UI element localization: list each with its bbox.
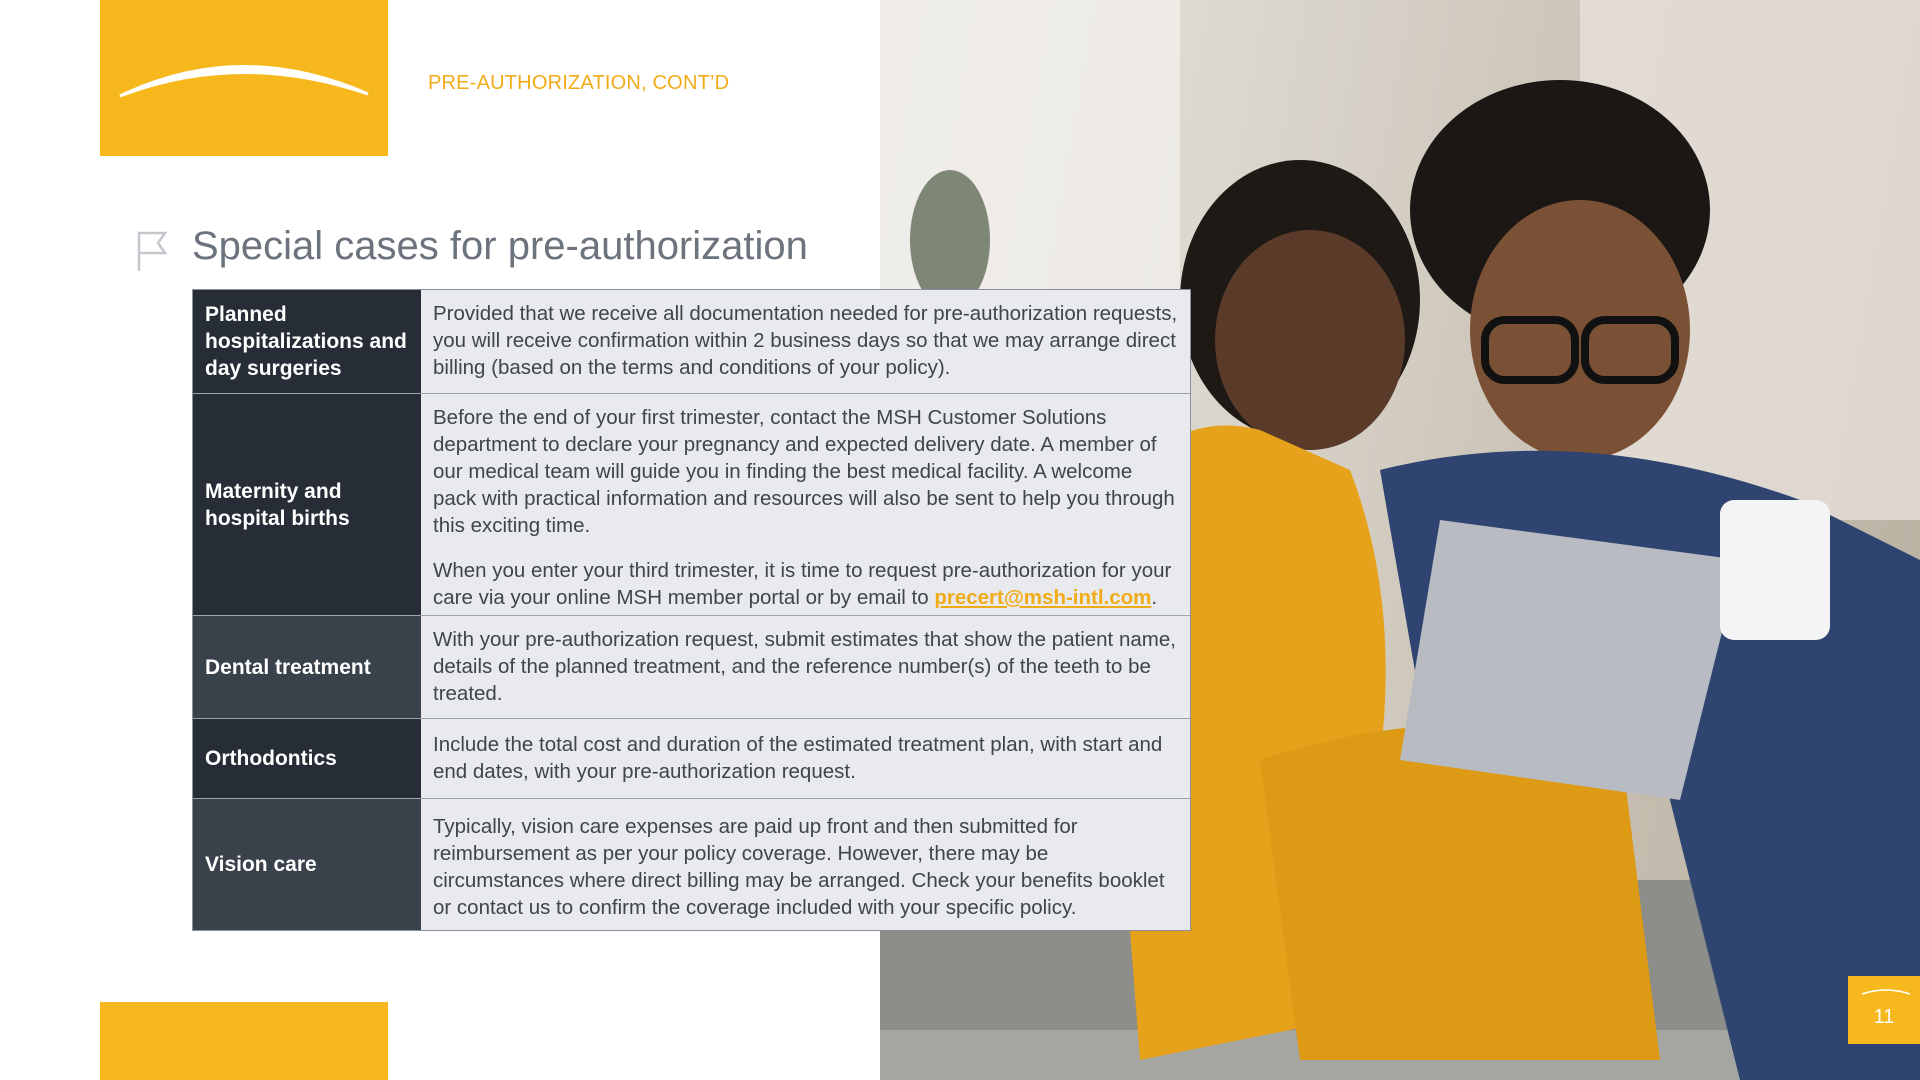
row-text bbox=[421, 616, 1190, 718]
row-paragraph: Provided that we receive all documentation needed for pre-authorization requests, you will receive confirmation within 2 business days so that we may arrange direct billing (based on the terms and conditions of your policy). bbox=[433, 302, 1178, 379]
page-number: 11 bbox=[1873, 1006, 1895, 1028]
table-row bbox=[193, 615, 1190, 718]
row-paragraph: Include the total cost and duration of the estimated treatment plan, with start and end dates, with your pre-authorization request. bbox=[433, 733, 1163, 783]
row-paragraph: With your pre-authorization request, submit estimates that show the patient name, details of the planned treatment, and the reference number(s) of the teeth to be treated. bbox=[433, 628, 1176, 705]
preauth-table bbox=[192, 289, 1191, 931]
row-text bbox=[421, 719, 1190, 798]
brand-logo bbox=[100, 0, 388, 156]
row-text bbox=[421, 799, 1190, 930]
flag-icon bbox=[136, 230, 168, 272]
logo-arc-icon bbox=[100, 0, 388, 156]
row-text bbox=[421, 290, 1190, 393]
row-text bbox=[421, 394, 1190, 615]
table-row bbox=[193, 290, 1190, 393]
email-link[interactable]: precert@msh-intl.com bbox=[934, 586, 1152, 609]
table-row bbox=[193, 718, 1190, 798]
row-heading: Maternity and hospital births bbox=[193, 394, 421, 615]
row-heading: Orthodontics bbox=[193, 719, 421, 798]
page-title: Special cases for pre-authorization bbox=[192, 224, 808, 268]
row-heading: Planned hospitalizations and day surgeries bbox=[193, 290, 421, 393]
row-heading: Dental treatment bbox=[193, 616, 421, 718]
row-paragraph-text: . bbox=[1151, 586, 1158, 609]
section-label: PRE-AUTHORIZATION, CONT’D bbox=[428, 72, 730, 94]
table-row bbox=[193, 393, 1190, 615]
row-heading: Vision care bbox=[193, 799, 421, 930]
table-row bbox=[193, 798, 1190, 930]
row-paragraph bbox=[433, 557, 1178, 611]
row-paragraph-text: When you enter your third trimester, it is time to request pre-authorization for your care via your online MSH member portal or by email to bbox=[433, 559, 1172, 609]
decorative-block bbox=[100, 1002, 388, 1080]
page-number-tab bbox=[1848, 976, 1920, 1044]
row-paragraph: Before the end of your first trimester, contact the MSH Customer Solutions department to declare your pregnancy and expected delivery date. A member of our medical team will guide you in finding the best medical facility. A welcome pack with practical information and resources will also be sent to help you through this exciting time. bbox=[433, 406, 1175, 537]
row-paragraph: Typically, vision care expenses are paid up front and then submitted for reimbursement as per your policy coverage. However, there may be circumstances where direct billing may be arranged. Check your benefits booklet or contact us to confirm the coverage included with your specific policy. bbox=[433, 815, 1165, 919]
